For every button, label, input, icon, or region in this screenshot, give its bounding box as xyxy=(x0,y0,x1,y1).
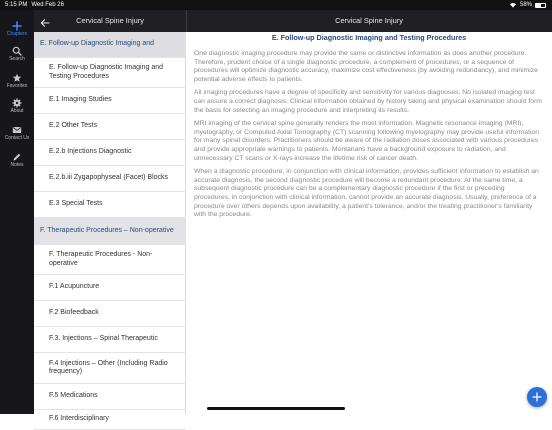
content-paragraph: When a diagnostic procedure, in conjunction with clinical information, provides sufficient information to establish an accurate diagnosis, the second diagnostic procedure will become a redundant procedure. At the same time, a subsequent diagnostic procedure can be a complementary diagnostic procedure if the first or preceding procedures, in conjunction with clinical information, cannot provide an accurate diagnosis. Usually, preference of a procedure over others depends upon availability, a patient's tolerance, and/or the treating practitioner's familiarity with the procedure. xyxy=(194,168,539,219)
status-time: 5:15 PM Wed Feb 26 xyxy=(5,2,64,8)
rail-item-favorites[interactable] xyxy=(0,70,34,89)
status-right xyxy=(509,0,546,10)
rail-item-label: About xyxy=(10,108,24,114)
content-paragraph: All imaging procedures have a degree of specificity and sensitivity for various diagnoses. No isolated imaging test can assure a correct diagnosis. Clinical information obtained by history taking and physical examination should form the basis for selecting an imaging procedure and interpreting its results. xyxy=(194,89,542,114)
search-icon xyxy=(12,46,22,56)
list-item-label: F.3. Injections – Spinal Therapeutic xyxy=(49,335,158,343)
gear-icon xyxy=(12,98,22,108)
battery-icon xyxy=(535,3,546,8)
status-date: Wed Feb 26 xyxy=(31,2,64,8)
list-item[interactable] xyxy=(34,166,186,192)
rail-item-notes[interactable] xyxy=(0,149,34,168)
rail-item-about[interactable] xyxy=(0,95,34,114)
rail-item-chapters[interactable] xyxy=(0,18,34,37)
list-item-label: E. Follow-up Diagnostic Imaging and xyxy=(40,40,155,48)
list-item-label: F.5 Medications xyxy=(49,392,98,400)
list-item-label: F.6 Interdisciplinary xyxy=(49,415,109,423)
wifi-icon xyxy=(509,2,517,8)
home-indicator[interactable] xyxy=(207,407,345,410)
list-item[interactable] xyxy=(34,88,186,114)
section-header[interactable] xyxy=(34,32,186,58)
rail-item-contact[interactable] xyxy=(0,122,34,141)
list-item-label: F.2 Biofeedback xyxy=(49,309,99,317)
list-item[interactable] xyxy=(34,275,186,301)
list-item-label: E.2.b Injections Diagnostic xyxy=(49,148,132,156)
list-item[interactable] xyxy=(34,327,186,353)
rail-item-label: Chapters xyxy=(6,31,28,37)
rail-item-search[interactable] xyxy=(0,43,34,62)
pencil-icon xyxy=(12,152,22,162)
list-item-label: E.2 Other Tests xyxy=(49,122,98,130)
arrow-left-icon xyxy=(40,18,50,28)
status-bar xyxy=(0,0,552,10)
side-rail xyxy=(0,10,34,414)
list-item[interactable] xyxy=(34,58,186,88)
section-heading: E. Follow-up Diagnostic Imaging and Testing Procedures xyxy=(271,33,467,42)
section-content xyxy=(186,32,552,414)
list-item-label: E.2.b.iii Zygapophyseal (Facet) Blocks xyxy=(49,174,169,182)
list-nav-title: Cervical Spine Injury xyxy=(76,16,144,25)
rail-item-label: Contact Us xyxy=(4,135,30,141)
rail-item-label: Notes xyxy=(10,162,24,168)
list-item-label: F. Therapeutic Procedures - Non-operative xyxy=(49,251,153,267)
section-header[interactable] xyxy=(34,218,186,245)
list-item-label: E. Follow-up Diagnostic Imaging and Testing Procedures xyxy=(49,64,164,80)
plus-icon xyxy=(532,392,542,402)
chapter-list xyxy=(34,32,186,430)
add-note-button[interactable] xyxy=(527,387,547,407)
chapter-list-pane xyxy=(34,10,186,423)
content-nav-title: Cervical Spine Injury xyxy=(335,16,403,25)
content-paragraph: MRI imaging of the cervical spine generally renders the most information. Magnetic resonance imaging (MRI), myelography, or Computed Axial Tomography (CT) scanning following myelography may provide useful information for many spinal disorders. Practitioners should be aware of the radiation doses associated with various procedures and provide appropriate warnings to patients. Montanans have a background exposure to radiation, and unnecessary CT scans or X-rays increase the lifetime risk of cancer death. xyxy=(194,120,540,162)
star-icon xyxy=(12,73,22,83)
list-item-label: F. Therapeutic Procedures – Non-operative xyxy=(40,226,174,234)
battery-percent: 58% xyxy=(519,2,532,8)
list-item-label: E.1 Imaging Studies xyxy=(49,96,112,104)
plus-icon xyxy=(12,21,22,31)
rail-item-label: Favorites xyxy=(6,83,28,89)
list-item-label: E.3 Special Tests xyxy=(49,200,103,208)
list-item[interactable] xyxy=(34,114,186,140)
nav-bar xyxy=(34,10,552,32)
list-item[interactable] xyxy=(34,384,186,410)
list-item[interactable] xyxy=(34,140,186,166)
list-item[interactable] xyxy=(34,245,186,275)
list-item[interactable] xyxy=(34,410,186,430)
list-item-label: F.1 Acupuncture xyxy=(49,283,100,291)
list-item[interactable] xyxy=(34,192,186,218)
list-item[interactable] xyxy=(34,353,186,384)
content-paragraph: One diagnostic imaging procedure may provide the same or distinctive information as does another procedure. Therefore, prudent choice of a single diagnostic procedure, a complement of procedures, or a sequence of procedures will optimize diagnostic accuracy, maximize cost effectiveness (by avoiding redundancy), and minimize potential adverse effects to patients. xyxy=(194,50,538,83)
mail-icon xyxy=(12,125,22,135)
list-item-label: F.4 Injections – Other (Including Radio frequency) xyxy=(49,359,168,375)
rail-item-label: Search xyxy=(9,56,25,62)
back-button[interactable] xyxy=(40,15,52,27)
list-item[interactable] xyxy=(34,301,186,327)
